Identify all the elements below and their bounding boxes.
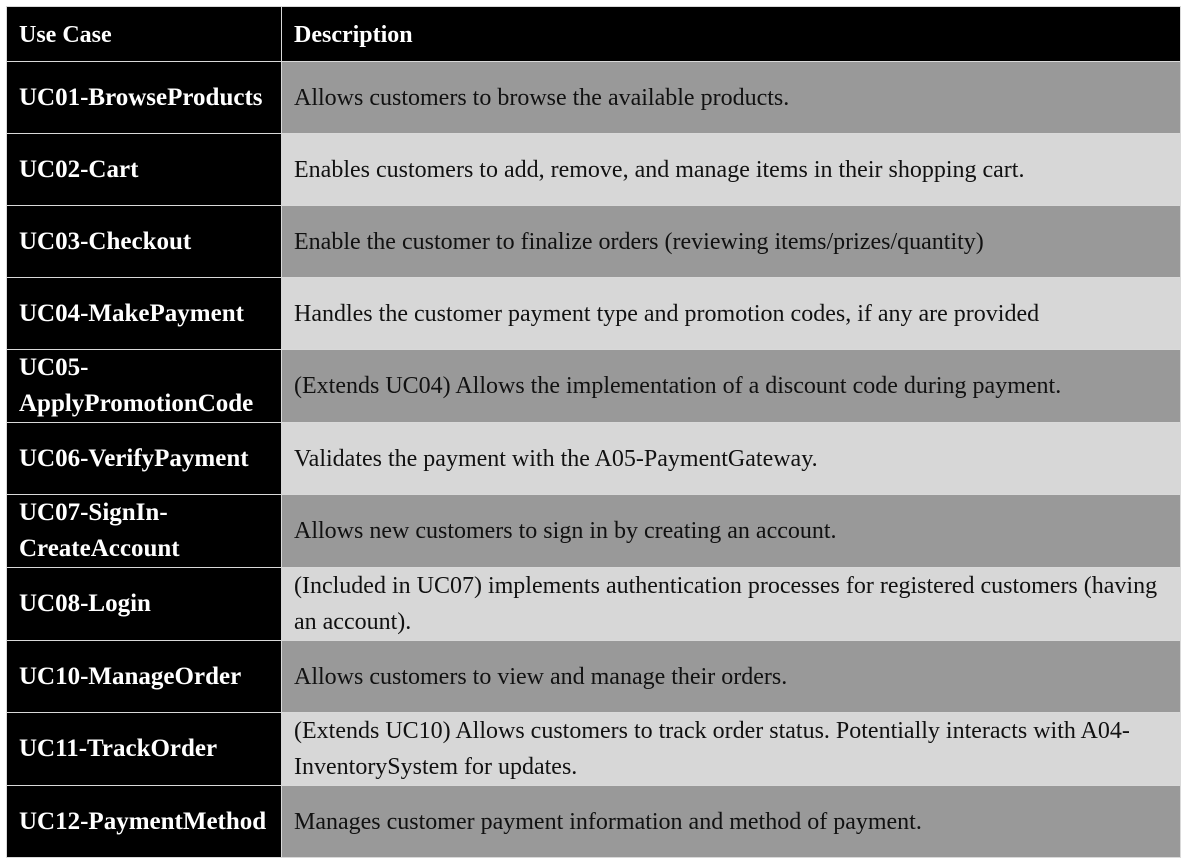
description-cell: Allows new customers to sign in by creating an account. — [282, 495, 1181, 568]
description-cell: (Extends UC10) Allows customers to track order status. Potentially interacts with A04-InventorySystem for updates. — [282, 713, 1181, 786]
description-cell: Manages customer payment information and method of payment. — [282, 786, 1181, 858]
description-cell: (Extends UC04) Allows the implementation of a discount code during payment. — [282, 350, 1181, 423]
table-row — [7, 495, 1181, 568]
table-row — [7, 206, 1181, 278]
use-case-cell: UC11-TrackOrder — [7, 713, 282, 786]
table-row — [7, 62, 1181, 134]
use-case-cell: UC06-VerifyPayment — [7, 423, 282, 495]
description-cell: Enable the customer to finalize orders (reviewing items/prizes/quantity) — [282, 206, 1181, 278]
table-header — [7, 7, 1181, 62]
table-row — [7, 278, 1181, 350]
table-body — [7, 62, 1181, 858]
description-cell: Allows customers to browse the available products. — [282, 62, 1181, 134]
table-row — [7, 568, 1181, 641]
use-case-cell: UC08-Login — [7, 568, 282, 641]
table-row — [7, 134, 1181, 206]
use-case-table-container — [6, 6, 1180, 858]
description-cell: Enables customers to add, remove, and manage items in their shopping cart. — [282, 134, 1181, 206]
table-row — [7, 350, 1181, 423]
use-case-cell: UC01-BrowseProducts — [7, 62, 282, 134]
description-cell: Allows customers to view and manage their orders. — [282, 641, 1181, 713]
use-case-cell: UC07-SignIn-CreateAccount — [7, 495, 282, 568]
description-cell: Handles the customer payment type and promotion codes, if any are provided — [282, 278, 1181, 350]
description-cell: (Included in UC07) implements authentication processes for registered customers (having an account). — [282, 568, 1181, 641]
table-row — [7, 641, 1181, 713]
use-case-cell: UC12-PaymentMethod — [7, 786, 282, 858]
description-cell: Validates the payment with the A05-PaymentGateway. — [282, 423, 1181, 495]
table-row — [7, 786, 1181, 858]
use-case-cell: UC02-Cart — [7, 134, 282, 206]
header-row — [7, 7, 1181, 62]
table-row — [7, 423, 1181, 495]
table-row — [7, 713, 1181, 786]
header-use-case: Use Case — [7, 7, 282, 62]
use-case-table — [6, 6, 1181, 858]
header-description: Description — [282, 7, 1181, 62]
use-case-cell: UC03-Checkout — [7, 206, 282, 278]
use-case-cell: UC04-MakePayment — [7, 278, 282, 350]
use-case-cell: UC05-ApplyPromotionCode — [7, 350, 282, 423]
use-case-cell: UC10-ManageOrder — [7, 641, 282, 713]
